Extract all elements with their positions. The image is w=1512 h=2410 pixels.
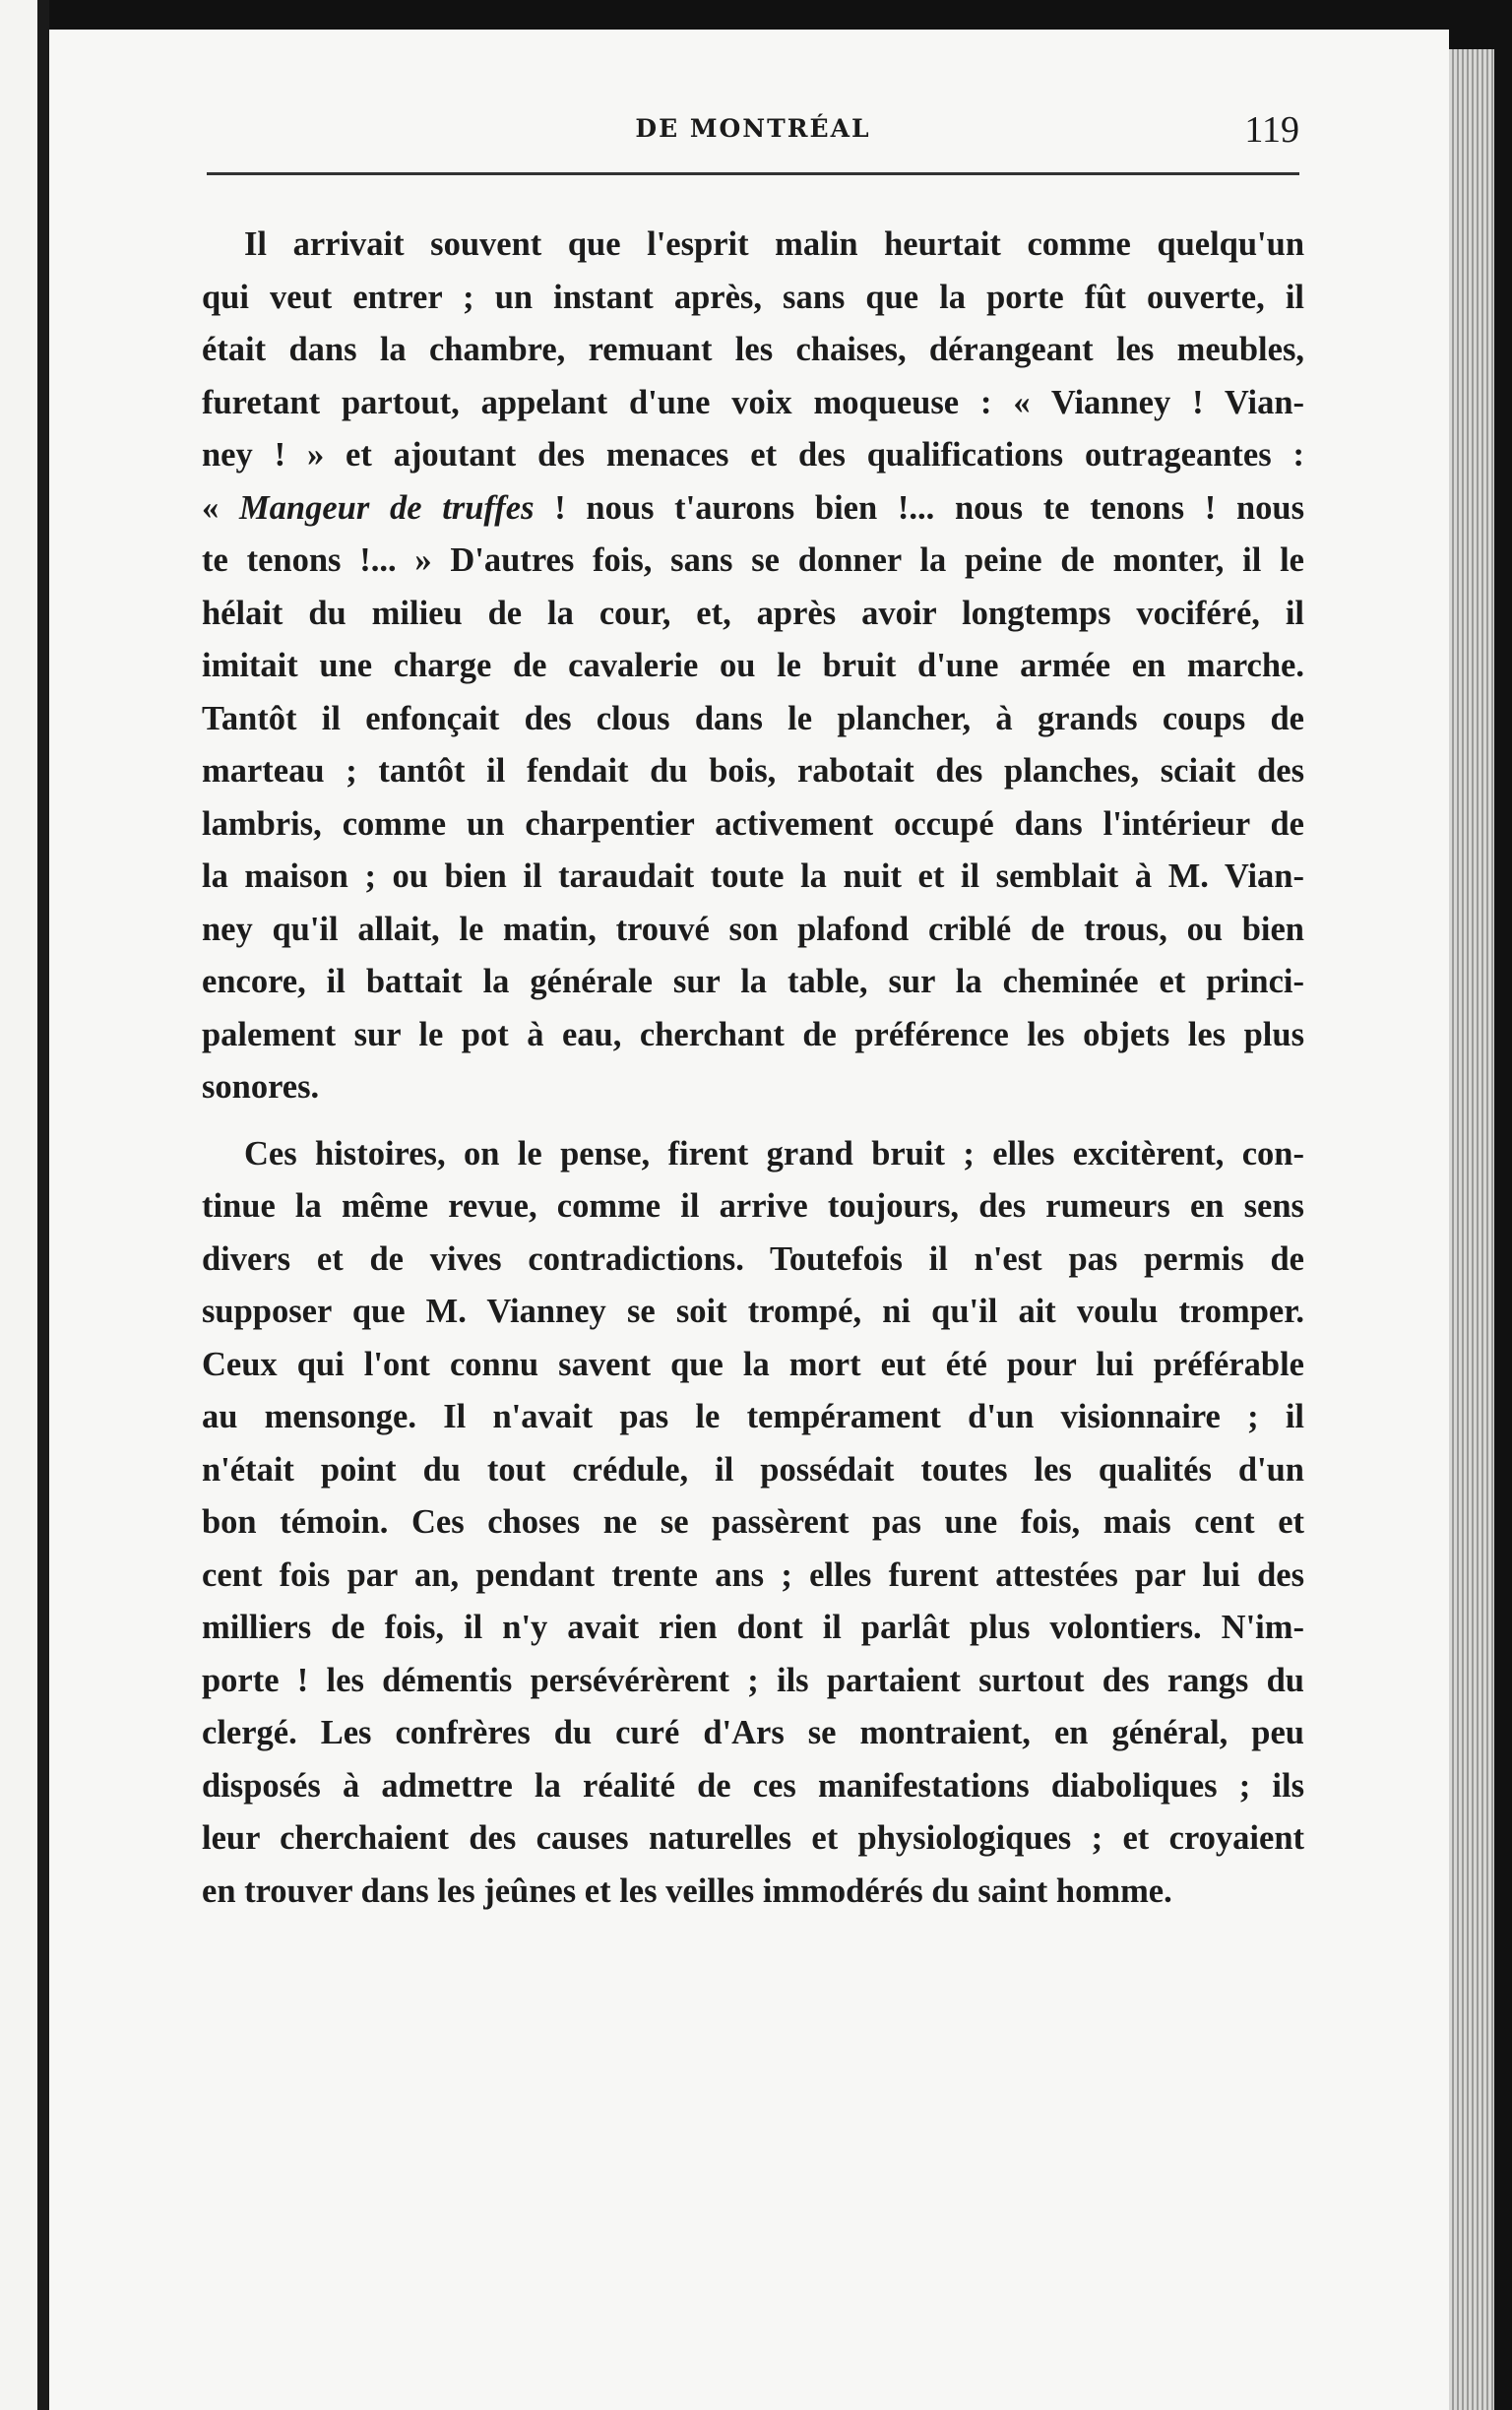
open-quote: «	[202, 488, 239, 527]
text-line: hélait du milieu de la cour, et, après avoir longtemps vociféré, il	[202, 594, 1304, 632]
text-line: qui veut entrer ; un instant après, sans que la porte fût ouverte, il	[202, 278, 1304, 316]
text-line: ney qu'il allait, le matin, trouvé son plafond criblé de trous, ou bien	[202, 910, 1304, 948]
italic-phrase: Mangeur de truffes	[238, 488, 535, 527]
page-edges	[1449, 49, 1494, 2410]
text-line: leur cherchaient des causes naturelles et physiologiques ; et croyaient	[202, 1819, 1304, 1857]
text-line: n'était point du tout crédule, il possédait toutes les qualités d'un	[202, 1450, 1304, 1489]
text-line: en trouver dans les jeûnes et les veilles immodérés du saint homme.	[202, 1871, 1172, 1910]
text-line: lambris, comme un charpentier activement occupé dans l'intérieur de	[202, 804, 1304, 843]
body-text	[202, 219, 1304, 1918]
text-line: était dans la chambre, remuant les chaises, dérangeant les meubles,	[202, 331, 1304, 368]
text-line: imitait une charge de cavalerie ou le bruit d'une armée en marche.	[202, 647, 1304, 684]
text-line: milliers de fois, il n'y avait rien dont il parlât plus volontiers. N'im-	[202, 1609, 1304, 1646]
text-line: te tenons !... » D'autres fois, sans se donner la peine de monter, il le	[202, 541, 1304, 579]
paragraph	[202, 1128, 1304, 1919]
running-head	[207, 108, 1299, 158]
text-line: palement sur le pot à eau, cherchant de préférence les objets les plus	[202, 1015, 1304, 1053]
paragraph	[202, 219, 1304, 1114]
facing-page-edge	[0, 0, 49, 2410]
text-line: Il arrivait souvent que l'esprit malin heurtait comme quelqu'un	[244, 225, 1304, 263]
text-line: marteau ; tantôt il fendait du bois, rabotait des planches, sciait des	[202, 752, 1304, 790]
text-line: porte ! les démentis persévérèrent ; ils partaient surtout des rangs du	[202, 1661, 1304, 1699]
header-rule	[207, 172, 1299, 175]
running-title: DE MONTRÉAL	[635, 114, 871, 143]
text-line: Ceux qui l'ont connu savent que la mort eut été pour lui préférable	[202, 1345, 1304, 1383]
text-line: sonores.	[202, 1068, 320, 1106]
text-line: Tantôt il enfonçait des clous dans le plancher, à grands coups de	[202, 699, 1304, 737]
line-rest: ! nous t'aurons bien !... nous te tenons ! nous	[534, 488, 1304, 527]
text-line: cent fois par an, pendant trente ans ; elles furent attestées par lui des	[202, 1555, 1304, 1594]
text-line: disposés à admettre la réalité de ces manifestations diaboliques ; ils	[202, 1766, 1304, 1805]
page-number: 119	[1244, 109, 1299, 151]
text-line: bon témoin. Ces choses ne se passèrent pas une fois, mais cent et	[202, 1503, 1304, 1541]
text-line: divers et de vives contradictions. Toutefois il n'est pas permis de	[202, 1239, 1304, 1278]
text-line: encore, il battait la générale sur la table, sur la cheminée et princi-	[202, 963, 1304, 1000]
text-line-italic	[202, 482, 1304, 536]
text-line: ney ! » et ajoutant des menaces et des qualifications outrageantes :	[202, 436, 1304, 474]
text-line: tinue la même revue, comme il arrive toujours, des rumeurs en sens	[202, 1187, 1304, 1225]
text-line: clergé. Les confrères du curé d'Ars se montraient, en général, peu	[202, 1714, 1304, 1751]
text-line: furetant partout, appelant d'une voix moqueuse : « Vianney ! Vian-	[202, 383, 1304, 421]
text-line: au mensonge. Il n'avait pas le tempérament d'un visionnaire ; il	[202, 1398, 1304, 1435]
text-line: Ces histoires, on le pense, firent grand bruit ; elles excitèrent, con-	[244, 1134, 1304, 1173]
text-line: supposer que M. Vianney se soit trompé, ni qu'il ait voulu tromper.	[202, 1293, 1304, 1330]
text-line: la maison ; ou bien il taraudait toute la nuit et il semblait à M. Vian-	[202, 857, 1304, 895]
